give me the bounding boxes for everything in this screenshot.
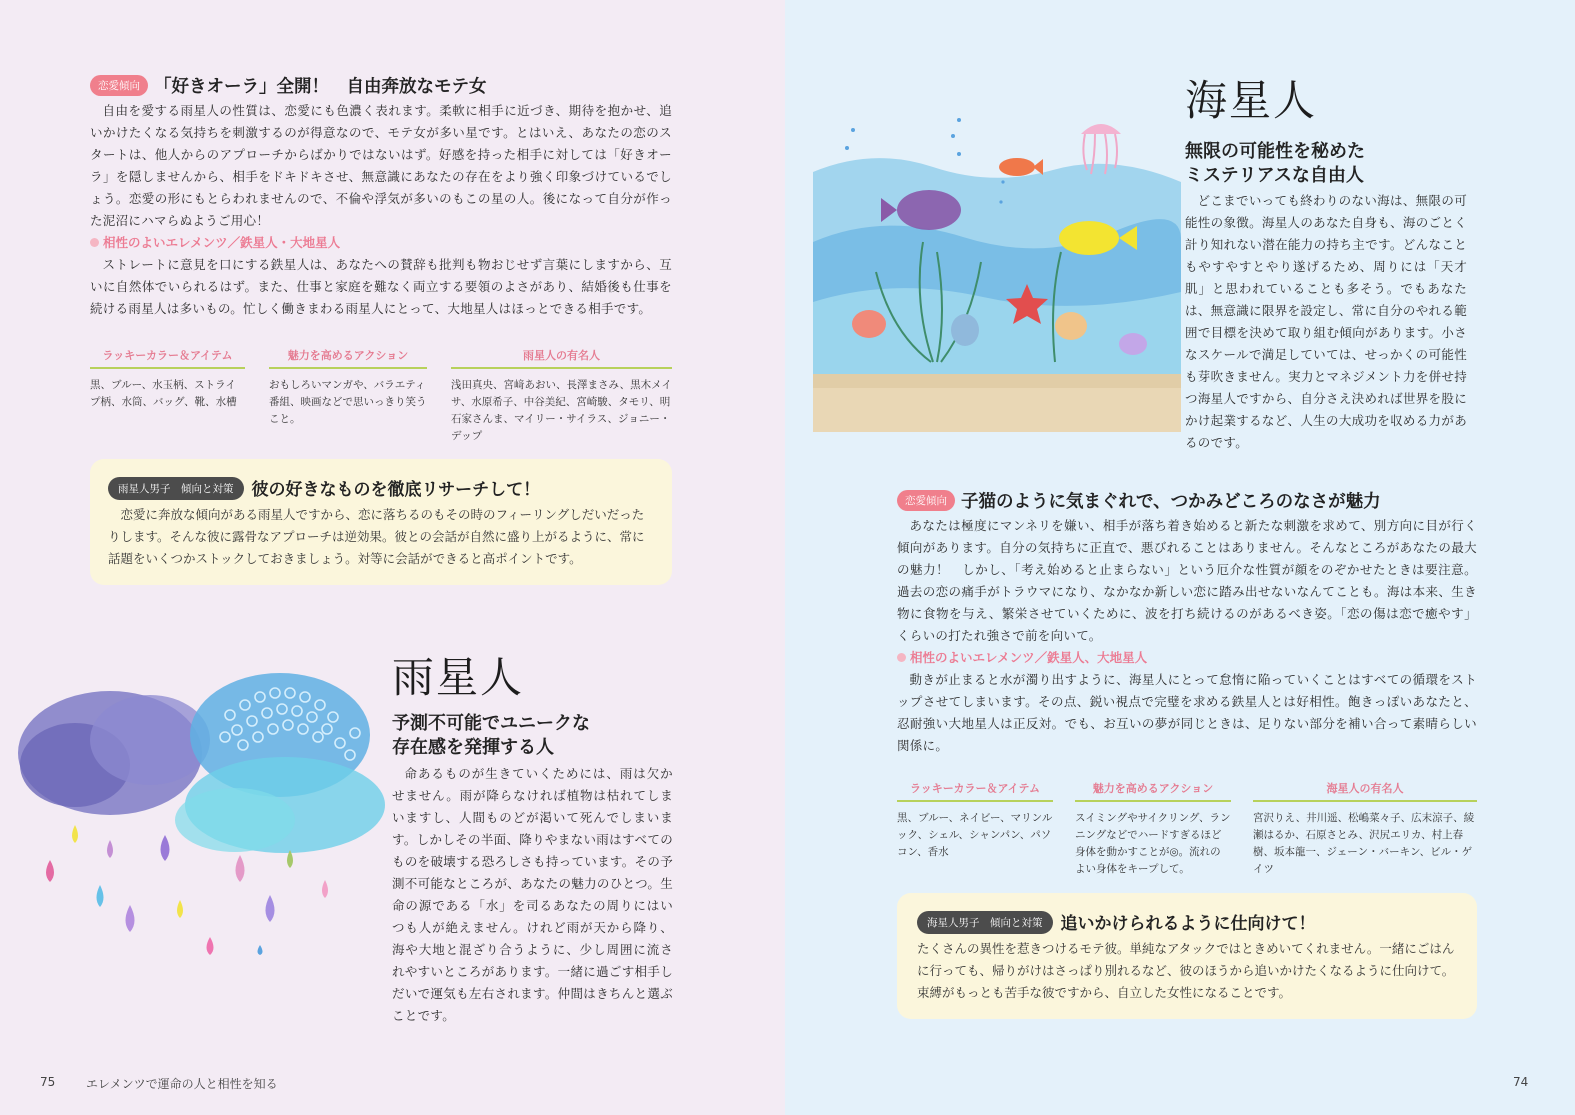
love-section <box>90 73 672 320</box>
tips-heading: 彼の好きなものを徹底リサーチして！ <box>251 480 541 500</box>
action-text: スイミングやサイクリング、ランニングなどでハードすぎるほど身体を動かすことが◎。流れのよい身体をキープして。 <box>1075 812 1231 875</box>
subtitle-line-1: 無限の可能性を秘めた <box>1185 141 1365 162</box>
love-section <box>897 488 1477 757</box>
love-heading: 「好きオーラ」全開！ 自由奔放なモテ女 <box>154 77 487 97</box>
info-columns <box>897 780 1477 878</box>
tips-tag: 雨星人男子 傾向と対策 <box>108 477 244 500</box>
page-number: 75 <box>40 1075 56 1089</box>
compat-label <box>90 232 672 254</box>
intro-body: どこまでいっても終わりのない海は、無限の可能性の象徴。海星人のあなた自身も、海のごとく計り知れない潜在能力の持ち主です。どんなこともやすやすとやり遂げるため、周りには「天才肌」と思われていることも多そう。でもあなたは、無意識に限界を設定し、常に自分のやれる範囲で目標を決めて取り組む傾向があります。小さなスケールで満足していては、せっかくの可能性も芽吹きません。実力とマネジメント力を併せ持つ海星人ですから、自分さえ決めれば世界を股にかけ起業するなど、人生の大成功を収める力があるのです。 <box>1185 193 1467 450</box>
lucky-text: 黒、ブルー、水玉柄、ストライプ柄、水筒、バッグ、靴、水槽 <box>90 379 237 408</box>
subtitle-line-2: 存在感を発揮する人 <box>392 737 554 758</box>
celebrity-text: 宮沢りえ、井川遥、松嶋菜々子、広末涼子、綾瀬はるか、石原さとみ、沢尻エリカ、村上春樹、坂本龍一、ジェーン・バーキン、ビル・ゲイツ <box>1253 812 1475 875</box>
love-body: あなたは極度にマンネリを嫌い、相手が落ち着き始めると新たな刺激を求めて、別方向に目が行く傾向があります。自分の気持ちに正直で、悪びれることはありません。そんなところがあなたの最大の魅力！ しかし、「考え始めると止まらない」という厄介な性質が顔をのぞかせたときは要注意。過去の恋の痛手がトラウマになり、なかなか新しい恋に踏み出せないなんてことも。海は本来、生き物に食物を与え、繁栄させていくために、波を打ち続けるのがあるべき姿。「恋の傷は恋で癒やす」くらいの打たれ強さで前を向いて。 <box>897 518 1477 643</box>
action-column <box>269 347 427 445</box>
compat-label-text: 相性のよいエレメンツ／鉄星人・大地星人 <box>103 235 341 250</box>
celebrity-column <box>451 347 672 445</box>
subtitle-line-2: ミステリアスな自由人 <box>1185 165 1364 186</box>
subtitle <box>1185 140 1475 188</box>
tips-body: 恋愛に奔放な傾向がある雨星人ですから、恋に落ちるのもその時のフィーリングしだいだったりします。そんな彼に露骨なアプローチは逆効果。彼との会話が自然に盛り上がるように、常に話題をいくつかストックしておきましょう。対等に会話ができると高ポイントです。 <box>108 507 645 566</box>
compat-label <box>897 647 1477 669</box>
right-page <box>785 0 1575 1115</box>
celebrity-heading: 海星人の有名人 <box>1253 780 1477 802</box>
lucky-column <box>897 780 1053 878</box>
bullet-dot-icon <box>90 238 99 247</box>
lucky-column <box>90 347 245 445</box>
tips-box <box>90 459 672 585</box>
action-heading: 魅力を高めるアクション <box>1075 780 1231 802</box>
action-column <box>1075 780 1231 878</box>
bullet-dot-icon <box>897 653 906 662</box>
page-number: 74 <box>1513 1075 1529 1089</box>
page-title: 雨星人 <box>392 653 525 702</box>
love-tag: 恋愛傾向 <box>90 75 148 96</box>
tips-box <box>897 893 1477 1019</box>
celebrity-column <box>1253 780 1477 878</box>
footer-title: エレメンツで運命の人と相性を知る <box>86 1077 278 1091</box>
rain-cloud-illustration <box>15 655 390 955</box>
lucky-heading: ラッキーカラー＆アイテム <box>90 347 245 369</box>
compat-label-text: 相性のよいエレメンツ／鉄星人、大地星人 <box>910 650 1148 665</box>
tips-tag: 海星人男子 傾向と対策 <box>917 911 1053 934</box>
lucky-text: 黒、ブルー、ネイビー、マリンルック、シェル、シャンパン、パソコン、香水 <box>897 812 1053 858</box>
tips-heading: 追いかけられるように仕向けて！ <box>1060 914 1316 934</box>
left-page <box>0 0 785 1115</box>
love-tag: 恋愛傾向 <box>897 490 955 511</box>
subtitle <box>392 712 682 760</box>
celebrity-heading: 雨星人の有名人 <box>451 347 672 369</box>
compat-body: ストレートに意見を口にする鉄星人は、あなたへの賛辞も批判も物おじせず言葉にしますから、互いに自然体でいられるはず。また、仕事と家庭を難なく両立する要領のよさがあり、結婚後も仕事を続ける雨星人は多いもの。忙しく働きまわる雨星人にとって、大地星人はほっとできる相手です。 <box>90 257 672 316</box>
lucky-heading: ラッキーカラー＆アイテム <box>897 780 1053 802</box>
intro-body: 命あるものが生きていくためには、雨は欠かせません。雨が降らなければ植物は枯れてしまいますし、人間ものどが渇いて死んでしまいます。しかしその半面、降りやまない雨はすべてのものを破壊する恐ろしさも持っています。その予測不可能なところが、あなたの魅力のひとつ。生命の源である「水」を司るあなたの周りにはいつも人が絶えません。けれど雨が天から降り、海や大地と混ざり合うように、少し周囲に流されやすいところがあります。一緒に過ごす相手しだいで運気も左右されます。仲間はきちんと選ぶことです。 <box>392 766 673 1023</box>
tips-body: たくさんの異性を惹きつけるモテ彼。単純なアタックではときめいてくれません。一緒にごはんに行っても、帰りがけはさっぱり別れるなど、彼のほうから追いかけたくなるように仕向けて。束縛がもっとも苦手な彼ですから、自立した女性になることです。 <box>917 941 1455 1000</box>
page-title: 海星人 <box>1185 76 1318 125</box>
aquarium-illustration <box>813 112 1181 432</box>
love-body: 自由を愛する雨星人の性質は、恋愛にも色濃く表れます。柔軟に相手に近づき、期待を抱かせ、追いかけたくなる気持ちを刺激するのが得意なので、モテ女が多い星です。とはいえ、あなたの恋のスタートは、他人からのアプローチからばかりではないはず。好感を持った相手に対しては「好きオーラ」を隠しませんから、相手をドキドキさせ、無意識にあなたの存在をより強く印象づけているでしょう。恋愛の形にもとらわれませんので、不倫や浮気が多いのもこの星の人。後になって自分が作った泥沼にハマらぬようご用心！ <box>90 103 672 228</box>
action-text: おもしろいマンガや、バラエティ番組、映画などで思いっきり笑うこと。 <box>269 379 427 425</box>
celebrity-text: 浅田真央、宮﨑あおい、長澤まさみ、黒木メイサ、水原希子、中谷美紀、宮崎駿、タモリ、明石家さんま、マイリー・サイラス、ジョニー・デップ <box>451 379 672 442</box>
compat-body: 動きが止まると水が濁り出すように、海星人にとって怠惰に陥っていくことはすべての循環をストップさせてしまいます。その点、鋭い視点で完璧を求める鉄星人とは好相性。飽きっぽいあなたと、忍耐強い大地星人は正反対。でも、お互いの夢が同じときは、足りない部分を補い合って素晴らしい関係に。 <box>897 672 1477 753</box>
subtitle-line-1: 予測不可能でユニークな <box>392 713 590 734</box>
info-columns <box>90 347 672 445</box>
love-heading: 子猫のように気まぐれで、つかみどころのなさが魅力 <box>961 492 1381 512</box>
action-heading: 魅力を高めるアクション <box>269 347 427 369</box>
